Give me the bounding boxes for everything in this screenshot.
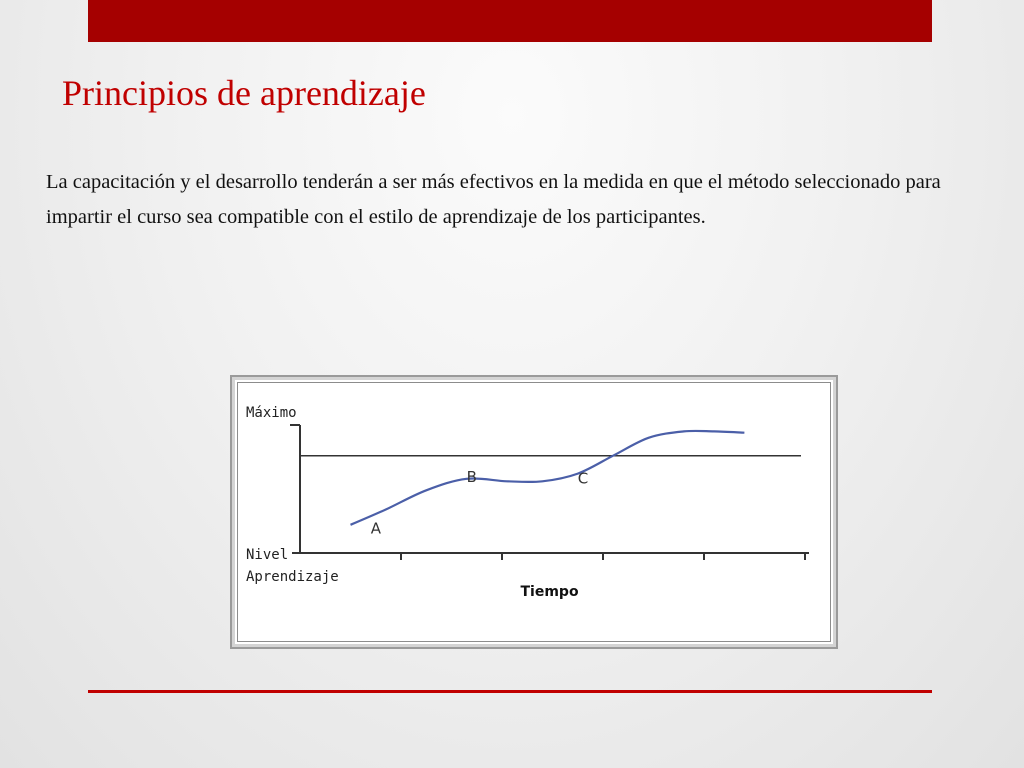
- learning-curve-line: [351, 431, 745, 525]
- curve-point-label: A: [370, 519, 381, 538]
- curve-point-label: B: [466, 468, 477, 487]
- learning-curve-chart: [232, 377, 840, 651]
- y-label-aprendizaje: Aprendizaje: [246, 569, 339, 585]
- top-accent-bar: [88, 0, 932, 42]
- y-label-maximo: Máximo: [246, 405, 297, 421]
- slide-title: Principios de aprendizaje: [62, 73, 426, 113]
- x-ticks-group: [401, 553, 805, 560]
- bottom-accent-line: [88, 690, 932, 693]
- curve-point-label: C: [577, 469, 589, 488]
- y-label-nivel: Nivel: [246, 547, 289, 563]
- x-axis-label: Tiempo: [520, 584, 579, 600]
- learning-curve-figure: [230, 375, 838, 649]
- slide-paragraph: La capacitación y el desarrollo tenderán a ser más efectivos en la medida en que el método seleccionado para impartir el curso sea compatible con el estilo de aprendizaje de los participantes.: [46, 171, 941, 228]
